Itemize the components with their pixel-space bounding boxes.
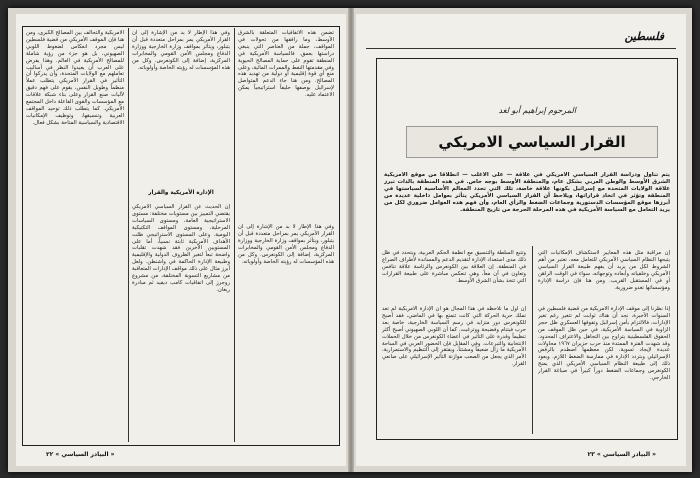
header-rule	[366, 48, 676, 49]
left-page	[16, 14, 346, 466]
right-page-column-right-top: إن مراقبة مثل هذه المعايير لاستكشاف الإمكانيات التي يتيحها النظام السياسي الأمريكي للتعامل معه، تعتبر من أهم الشروط لكل من يريد أن يفهم طبيعة القرار السياسي الأمريكي وخلفياته وأبعاده وتوجهاته، سواء في الوقت الراهن أو في المستقبل القريب. ومن هنا فإن دراسة الإدارة ومؤسساتها تغدو ضرورية.	[538, 250, 670, 291]
column-rule	[128, 28, 129, 442]
left-page-column-right-bottom: وفي هذا الإطار لا بد من الإشارة إلى أن القرار الأمريكي يمر بمراحل متعددة قبل أن يتبلور، ويتأثر بمواقف وزارة الخارجية ووزارة الدفاع ومجلس الأمن القومي والمخابرات المركزية، إضافة إلى الكونغرس. وكل من هذه المؤسسات له رؤيته الخاصة وأولوياته.	[238, 224, 334, 265]
right-page-column-left-top: وتتبع السلطة والتنسيق مع أنظمة الحكم العربية، ويتحدد في ظل ذلك مدى استعداد الإدارة لتقديم الدعم والمساندة لأطراف الصراع في المنطقة. إن العلاقة بين الكونغرس والرئاسة علاقة تنافس وتعاون في آن معاً، وهي تنعكس مباشرة على طبيعة القرارات التي تتخذ بشأن الشرق الأوسط.	[382, 250, 526, 284]
article-intro: يتم تناول ودراسة القرار السياسي الأمريكي في علاقة — على الأغلب — انطلاقاً من موقع الأمريكية الشرق الأوسط والوطن العربي بشكل عام، والمنطقة الأوسط بوجه خاص. في هذه المنطقة بالذات تبرز علاقة الولايات المتحدة مع إسرائيل بكونها علاقة خاصة، تلك التي تحدد المعالم الأساسية لسياستها في المنطقة وتؤثر في اتخاذ قراراتها، ويلاحظ أن القرار السياسي الأمريكي يتأثر بعوامل داخلية عديدة من أبرزها موقع المؤسسات الدستورية وجماعات الضغط والرأي العام، وأن فهم هذه العوامل ضروري لكل من يريد التعامل مع السياسة الأمريكية في هذه المرحلة الحرجة من تاريخ المنطقة.	[384, 172, 670, 214]
section-logo: فلسطين	[624, 30, 664, 43]
right-page-column-right-bottom: إذا نظرنا إلى موقف الإدارة الأمريكية من قضية فلسطين في السنوات الأخيرة، نجد أن هناك ثوابت لم تتغير رغم تغير الإدارات، فالالتزام بأمن إسرائيل وتفوقها العسكري ظل حجر الزاوية في السياسة الأمريكية، في حين ظل الموقف من الحقوق الفلسطينية يتراوح بين التجاهل والاعتراف المحدود. وقد شهدت الفترة الممتدة منذ حرب حزيران ١٩٦٧ محاولات عديدة لإيجاد تسوية، لكن معظمها اصطدم بالرفض الإسرائيلي وبتردد الإدارة في ممارسة الضغط اللازم. ويعود ذلك إلى طبيعة النظام السياسي الأمريكي الذي يمنح الكونغرس وجماعات الضغط دوراً كبيراً في صياغة القرار الخارجي.	[538, 306, 670, 382]
column-rule	[234, 28, 235, 442]
left-page-column-middle-top: وفي هذا الإطار لا بد من الإشارة إلى أن القرار الأمريكي يمر بمراحل متعددة قبل أن يتبلور، ويتأثر بمواقف وزارة الخارجية ووزارة الدفاع ومجلس الأمن القومي والمخابرات المركزية، إضافة إلى الكونغرس. وكل من هذه المؤسسات له رؤيته الخاصة وأولوياته.	[132, 30, 230, 71]
column-rule	[532, 246, 533, 434]
spine	[348, 8, 354, 472]
article-headline: القرار السياسي الامريكي	[406, 126, 658, 158]
right-page-footer: « البيادر السياسي » ٢٣	[587, 451, 656, 458]
left-page-footer: « البيادر السياسي » ٢٢	[46, 451, 115, 458]
left-page-column-right-top: تضمن هذه الاتفاقيات المتعلقة بالشرق الأوسط، وما رافقها من تحولات في المواقف، جملة من العناصر التي ينبغي دراستها بعمق. فالسياسة الأمريكية في المنطقة تقوم على حماية المصالح الحيوية وفي مقدمتها النفط والممرات المائية، وعلى منع أي قوة إقليمية أو دولية من تهديد هذه المصالح. ومن هنا جاء الدعم المتواصل لإسرائيل بوصفها حليفاً استراتيجياً يمكن الاعتماد عليه.	[238, 30, 334, 99]
magazine-spread	[8, 8, 692, 472]
right-page-column-left-bottom: إن أول ما نلاحظه في هذا المجال هو أن الإدارة الأمريكية لم تعد تملك حرية الحركة التي كانت تتمتع بها في الماضي، فقد أصبح للكونغرس دور متزايد في رسم السياسة الخارجية، خاصة بعد حرب فيتنام وفضيحة ووترغيت. كما أن اللوبي الصهيوني أصبح أكثر تنظيماً وقدرة على التأثير في أعضاء الكونغرس من خلال الحملات الانتخابية والتبرعات. وفي المقابل فإن الحضور العربي في الساحة الأمريكية ما زال ضعيفاً ومشتتاً، ويفتقر إلى التنظيم والاستمرارية، الأمر الذي يجعل من الصعب موازنة التأثير الإسرائيلي على صانعي القرار.	[382, 306, 526, 368]
article-author: المرحوم إبراهيم أبو لغد	[498, 106, 576, 115]
left-page-column-middle: إن الحديث عن القرار السياسي الأمريكي يقتضي التمييز بين مستويات مختلفة: مستوى الاستراتيجية العامة، ومستوى السياسات المرحلية، ومستوى المواقف التكتيكية اليومية. وعلى المستوى الاستراتيجي ظلت الأهداف الأمريكية ثابتة نسبياً، أما على المستويين الآخرين فقد شهدت تقلبات واضحة تبعاً لتغير الظروف الدولية والإقليمية وطبيعة الإدارة الحاكمة في واشنطن. ولعل أبرز مثال على ذلك مواقف الإدارات المتعاقبة من مشاريع التسوية المختلفة، من مشروع روجرز إلى اتفاقيات كامب ديفيد ثم مبادرة ريغان.	[132, 204, 230, 293]
right-page	[356, 14, 686, 466]
left-page-column-left: الأمريكية والتحالف بين المصالح الكبرى، ومن هنا فإن الموقف الأمريكي من قضية فلسطين ليس مجرد انعكاس لضغوط اللوبي الصهيوني، بل هو جزء من رؤية شاملة للمصالح الأمريكية في العالم. وهذا يفرض على العرب أن يعيدوا النظر في أساليب تعاملهم مع الولايات المتحدة، وأن يدركوا أن التأثير في القرار الأمريكي يتطلب عملاً منظماً وطويل النفس، يقوم على فهم دقيق لآليات صنع القرار وعلى بناء شبكة علاقات مع المؤسسات والقوى الفاعلة داخل المجتمع الأمريكي. كما يتطلب ذلك توحيد المواقف العربية وتنسيقها، وتوظيف الإمكانيات الاقتصادية والسياسية المتاحة بشكل فعال.	[26, 30, 124, 126]
left-page-subheading: الإدارة الأمريكية والقرار	[148, 190, 214, 196]
